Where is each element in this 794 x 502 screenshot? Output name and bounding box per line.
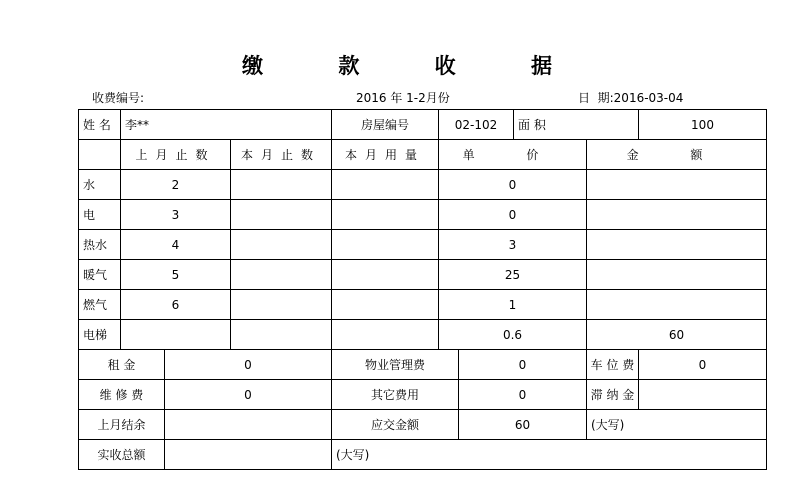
header-usage: 本月用量	[332, 140, 439, 170]
utility-name: 水	[79, 170, 121, 200]
utility-price: 0	[439, 200, 587, 230]
amount-due-label: 应交金额	[332, 410, 459, 440]
utility-amount	[587, 260, 767, 290]
received-row	[79, 440, 767, 470]
utility-prev: 6	[121, 290, 231, 320]
utility-price: 3	[439, 230, 587, 260]
utility-usage	[332, 320, 439, 350]
utility-price: 0	[439, 170, 587, 200]
name-label: 姓 名	[79, 110, 121, 140]
utility-curr	[231, 200, 332, 230]
utility-row	[79, 260, 767, 290]
management-fee-value: 0	[459, 350, 587, 380]
received-total-in-words: (大写)	[332, 440, 767, 470]
utility-price: 1	[439, 290, 587, 320]
fee-number-label: 收费编号:	[92, 91, 145, 105]
receipt-table	[78, 109, 767, 470]
rent-label: 租 金	[79, 350, 165, 380]
late-fee-label: 滞 纳 金	[587, 380, 639, 410]
utility-amount	[587, 290, 767, 320]
header-blank	[79, 140, 121, 170]
amount-due-in-words: (大写)	[587, 410, 767, 440]
utility-row	[79, 290, 767, 320]
info-row	[79, 110, 767, 140]
house-number-label: 房屋编号	[332, 110, 439, 140]
utility-usage	[332, 260, 439, 290]
repair-fee-value: 0	[165, 380, 332, 410]
receipt-title: 缴 款 收 据	[242, 54, 586, 78]
utility-curr	[231, 170, 332, 200]
repair-fee-label: 维 修 费	[79, 380, 165, 410]
house-number-value: 02-102	[439, 110, 514, 140]
utility-prev: 4	[121, 230, 231, 260]
utility-prev: 5	[121, 260, 231, 290]
other-fee-value: 0	[459, 380, 587, 410]
utility-curr	[231, 230, 332, 260]
utility-amount	[587, 170, 767, 200]
utility-usage	[332, 290, 439, 320]
utility-name: 热水	[79, 230, 121, 260]
utility-row	[79, 320, 767, 350]
utility-price: 0.6	[439, 320, 587, 350]
parking-fee-label: 车 位 费	[587, 350, 639, 380]
header-amount: 金 额	[587, 140, 767, 170]
utility-name: 电	[79, 200, 121, 230]
amount-due-value: 60	[459, 410, 587, 440]
utility-prev	[121, 320, 231, 350]
utility-usage	[332, 200, 439, 230]
utility-curr	[231, 290, 332, 320]
fee-row-1	[79, 350, 767, 380]
header-curr-reading: 本月止数	[231, 140, 332, 170]
management-fee-label: 物业管理费	[332, 350, 459, 380]
area-label: 面 积	[514, 110, 639, 140]
fee-row-2	[79, 380, 767, 410]
utility-row	[79, 200, 767, 230]
utility-curr	[231, 260, 332, 290]
header-prev-reading: 上月止数	[121, 140, 231, 170]
prev-balance-value	[165, 410, 332, 440]
billing-period: 2016 年 1-2月份	[356, 91, 450, 105]
utility-usage	[332, 170, 439, 200]
utility-name: 电梯	[79, 320, 121, 350]
utility-row	[79, 170, 767, 200]
utility-amount	[587, 200, 767, 230]
header-unit-price: 单 价	[439, 140, 587, 170]
column-header-row	[79, 140, 767, 170]
received-total-label: 实收总额	[79, 440, 165, 470]
name-value: 李**	[121, 110, 332, 140]
utility-amount	[587, 230, 767, 260]
utility-name: 暖气	[79, 260, 121, 290]
utility-curr	[231, 320, 332, 350]
utility-name: 燃气	[79, 290, 121, 320]
parking-fee-value: 0	[639, 350, 767, 380]
late-fee-value	[639, 380, 767, 410]
utility-row	[79, 230, 767, 260]
other-fee-label: 其它费用	[332, 380, 459, 410]
utility-price: 25	[439, 260, 587, 290]
received-total-value	[165, 440, 332, 470]
utility-prev: 3	[121, 200, 231, 230]
rent-value: 0	[165, 350, 332, 380]
utility-prev: 2	[121, 170, 231, 200]
area-value: 100	[639, 110, 767, 140]
utility-usage	[332, 230, 439, 260]
prev-balance-label: 上月结余	[79, 410, 165, 440]
receipt-date: 日 期:2016-03-04	[578, 91, 684, 105]
summary-row	[79, 410, 767, 440]
utility-amount: 60	[587, 320, 767, 350]
